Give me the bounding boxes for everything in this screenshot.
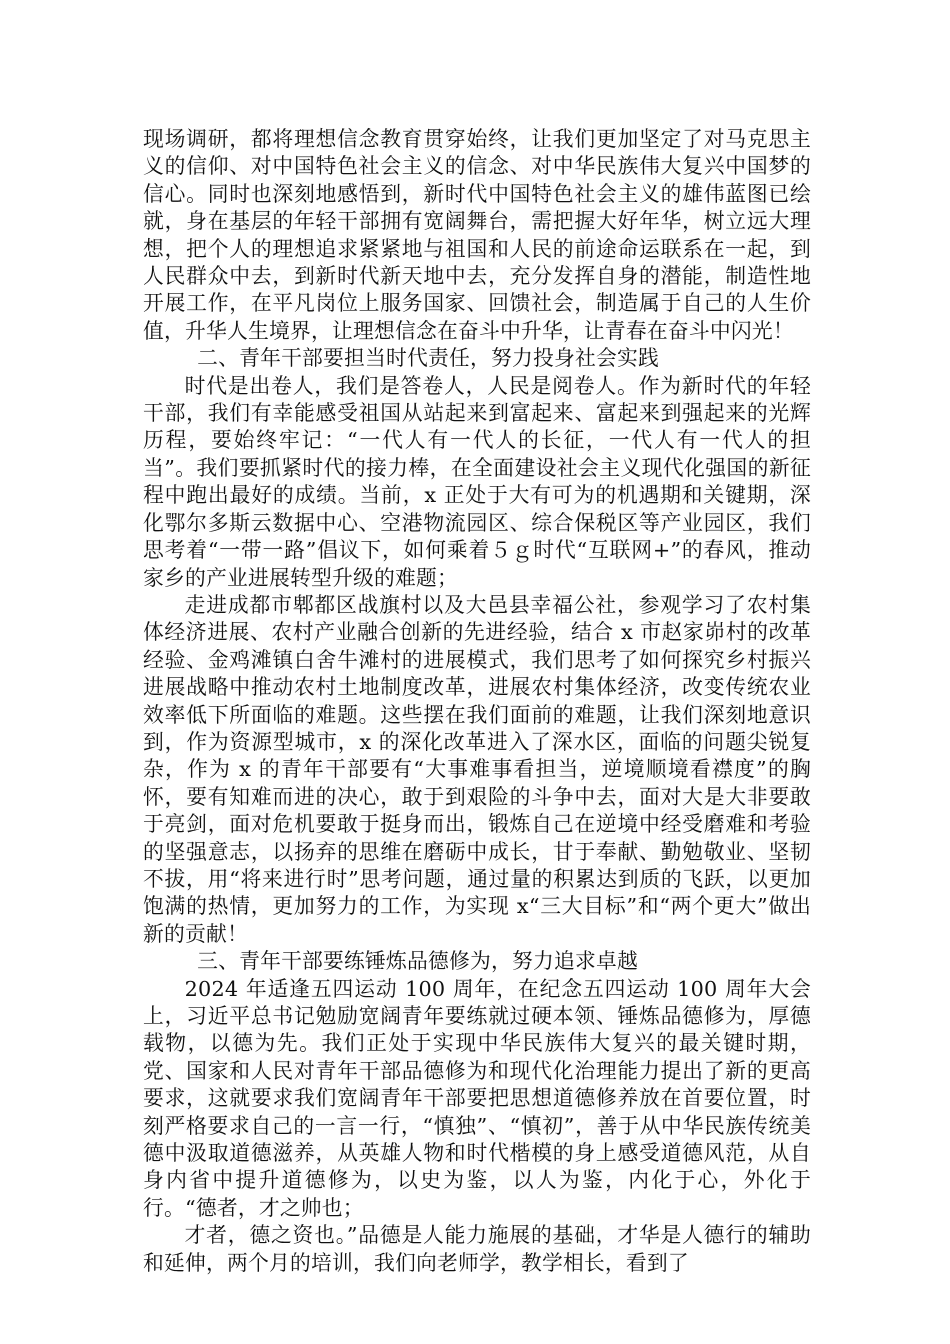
paragraph-virtue-talent: 才者，德之资也。”品德是人能力施展的基础，才华是人德行的辅助和延伸，两个月的培训，我们向老师学，教学相长，看到了 <box>143 1223 811 1275</box>
paragraph-intro-continuation: 现场调研，都将理想信念教育贯穿始终，让我们更加坚定了对马克思主义的信仰、对中国特色社会主义的信念、对中华民族伟大复兴中国梦的信心。同时也深刻地感悟到，新时代中国特色社会主义的雄伟蓝图已绘就，身在基层的年轻干部拥有宽阔舞台，需把握大好年华，树立远大理想，把个人的理想追求紧紧地与祖国和人民的前途命运联系在一起，到人民群众中去，到新时代新天地中去，充分发挥自身的潜能，制造性地开展工作，在平凡岗位上服务国家、回馈社会，制造属于自己的人生价值，升华人生境界，让理想信念在奋斗中升华，让青春在奋斗中闪光！ <box>143 127 811 343</box>
paragraph-rural-revitalization: 走进成都市郫都区战旗村以及大邑县幸福公社，参观学习了农村集体经济进展、农村产业融合创新的先进经验，结合 x 市赵家峁村的改革经验、金鸡滩镇白舍牛滩村的进展模式，我们思考了如何探究乡村振兴进展战略中推动农村土地制度改革，进展农村集体经济，改变传统农业效率低下所面临的难题。这些摆在我们面前的难题，让我们深刻地意识到，作为资源型城市，x 的深化改革进入了深水区，面临的问题尖锐复杂，作为 x 的青年干部要有“大事难事看担当，逆境顺境看襟度”的胸怀，要有知难而进的决心，敢于到艰险的斗争中去，面对大是大非要敢于亮剑，面对危机要敢于挺身而出，锻炼自己在逆境中经受磨难和考验的坚强意志，以扬弃的思维在磨砺中成长，甘于奉献、勤勉敬业、坚韧不拔，用“将来进行时”思考问题，通过量的积累达到质的飞跃，以更加饱满的热情，更加努力的工作，为实现 x“三大目标”和“两个更大”做出新的贡献！ <box>143 592 811 946</box>
section-heading-3: 三、青年干部要练锤炼品德修为，努力追求卓越 <box>197 949 639 974</box>
paragraph-era-responsibility: 时代是出卷人，我们是答卷人，人民是阅卷人。作为新时代的年轻干部，我们有幸能感受祖国从站起来到富起来、富起来到强起来的光辉历程，要始终牢记：“一代人有一代人的长征，一代人有一代人的担当”。我们要抓紧时代的接力棒，在全面建设社会主义现代化强国的新征程中跑出最好的成绩。当前，x 正处于大有可为的机遇期和关键期，深化鄂尔多斯云数据中心、空港物流园区、综合保税区等产业园区，我们思考着“一带一路”倡议下，如何乘着５ｇ时代“互联网+”的春风，推动家乡的产业进展转型升级的难题； <box>143 373 811 590</box>
paragraph-moral-cultivation: 2024 年适逢五四运动 100 周年，在纪念五四运动 100 周年大会上，习近平总书记勉励宽阔青年要练就过硬本领、锤炼品德修为，厚德载物，以德为先。我们正处于实现中华民族伟大复兴的最关键时期，党、国家和人民对青年干部品德修为和现代化治理能力提出了新的更高要求，这就要求我们宽阔青年干部要把思想道德修养放在首要位置，时刻严格要求自己的一言一行，“慎独”、“慎初”，善于从中华民族传统美德中汲取道德滋养，从英雄人物和时代楷模的身上感受道德风范，从自身内省中提升道德修为，以史为鉴，以人为鉴，内化于心，外化于行。“德者，才之帅也； <box>143 976 811 1220</box>
document-page <box>143 126 811 1277</box>
section-heading-2: 二、青年干部要担当时代责任，努力投身社会实践 <box>197 346 660 371</box>
